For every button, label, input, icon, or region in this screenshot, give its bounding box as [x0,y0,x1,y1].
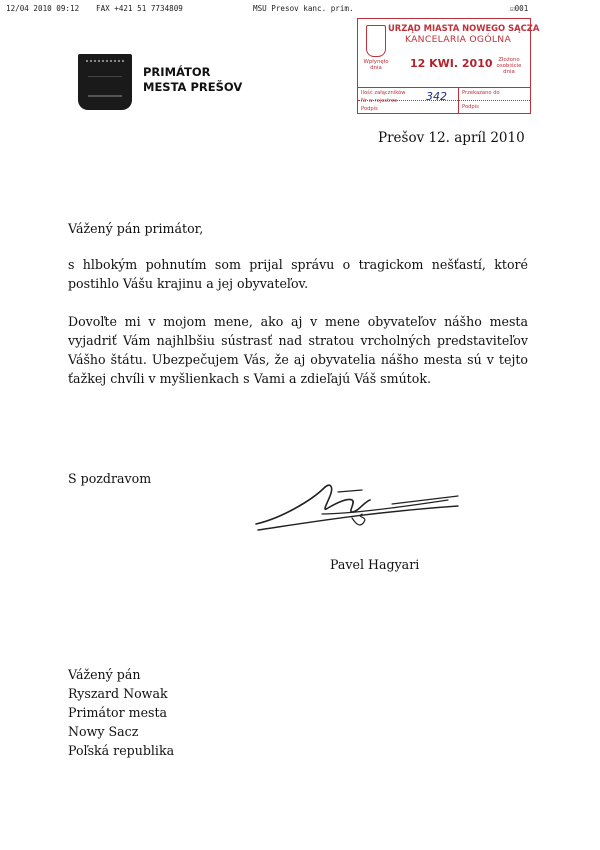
stamp-label-forwarded: Przekazano do [462,90,500,96]
stamp-received-date: 12 KWI. 2010 [410,57,493,70]
handwritten-signature [252,478,462,538]
fax-sender: MSU Presov kanc. prim. [253,4,354,13]
city-coat-of-arms-icon [78,54,132,110]
stamp-label-signature: Podpis [361,106,378,112]
recipient-address [68,665,174,760]
salutation: Vážený pán primátor, [68,221,204,236]
stamp-department: KANCELARIA OGÓLNA [404,34,512,45]
stamp-emblem-icon [366,25,386,57]
recipient-line-2: Ryszard Nowak [68,686,168,701]
fax-number: FAX +421 51 7734809 [96,4,183,13]
stamp-label-register: Nr w rejestrze [361,98,398,104]
letterhead-title-line2: MESTA PREŠOV [143,80,243,94]
recipient-line-1: Vážený pán [68,667,141,682]
stamp-label-attachments: Ilość załączników [361,90,406,96]
fax-header [0,4,600,16]
stamp-label-signature-2: Podpis [462,104,479,110]
paragraph-2: Dovoľte mi v mojom mene, ako aj v mene obyvateľov nášho mesta vyjadriť Vám najhlbšiu sústrasť nad stratou vrcholných predstaviteľov Vášho štátu. Ubezpečujem Vás, že aj obyvatelia nášho mesta sú v tejto ťažkej chvíli v myšlienkach s Vami a zdieľajú Váš smútok. [68,314,528,386]
stamp-label-personal: Złożono osobiście dnia [496,57,522,75]
recipient-line-5: Poľská republika [68,743,175,758]
fax-page-number: ☑001 [510,4,529,13]
letterhead-title-line1: PRIMÁTOR [143,65,211,79]
paragraph-1: s hlbokým pohnutím som prijal správu o tragickom nešťastí, ktoré postihlo Vášu krajinu a jej obyvateľov. [68,257,528,291]
registry-stamp [357,18,540,114]
signer-name: Pavel Hagyari [330,557,420,572]
fax-datetime: 12/04 2010 09:12 [6,4,80,13]
stamp-label-received: Wpłynęło dnia [363,59,389,71]
stamp-office: URZĄD MIASTA NOWEGO SĄCZA [388,23,540,33]
closing: S pozdravom [68,471,152,486]
register-number-handwritten: 342 [426,90,447,103]
place-and-date: Prešov 12. apríl 2010 [378,130,525,146]
recipient-line-3: Primátor mesta [68,705,168,720]
recipient-line-4: Nowy Sacz [68,724,139,739]
letterhead-title [143,65,242,95]
